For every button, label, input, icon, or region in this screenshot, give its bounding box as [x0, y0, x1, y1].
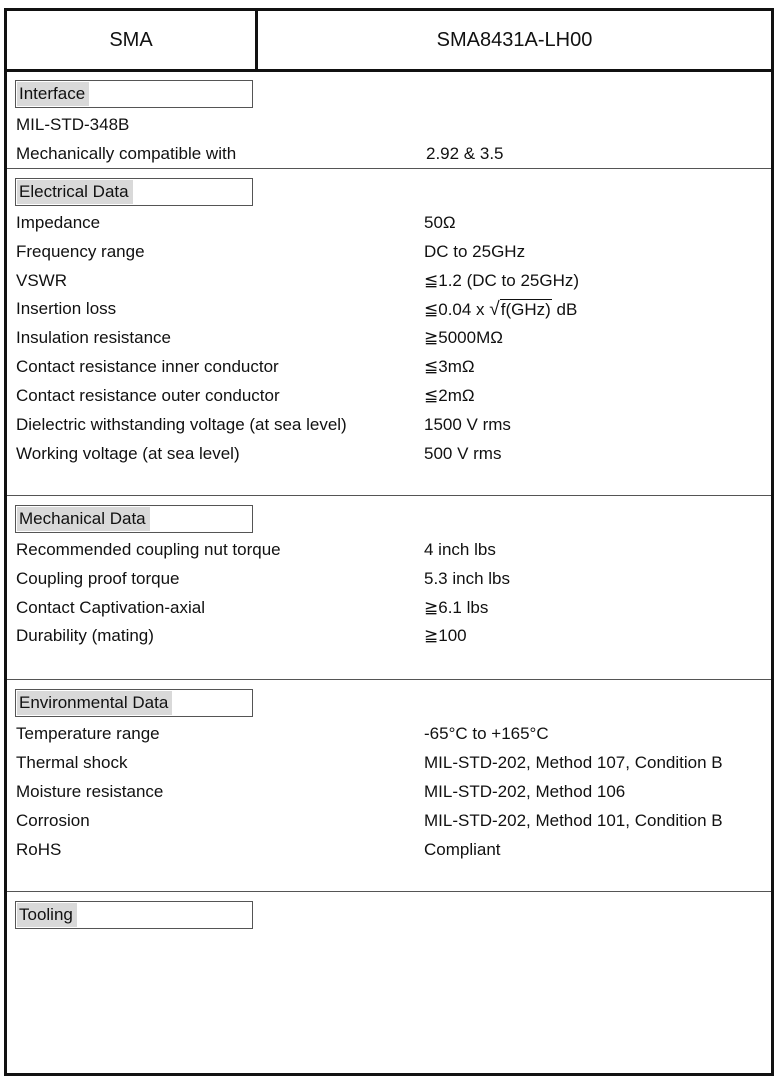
row-label: Frequency range: [16, 242, 145, 261]
section-title-mechanical: Mechanical Data: [15, 505, 253, 533]
row-label: Temperature range: [16, 724, 160, 743]
row-label: Impedance: [16, 213, 101, 232]
electrical-row: [16, 415, 765, 441]
row-label: Coupling proof torque: [16, 569, 180, 588]
section-title-tooling: Tooling: [15, 901, 253, 929]
row-value: 1500 V rms: [424, 415, 511, 434]
row-value: 500 V rms: [424, 444, 502, 463]
insertion-loss-suffix: dB: [551, 300, 578, 319]
row-value: ≦2mΩ: [424, 386, 475, 405]
row-label: Dielectric withstanding voltage (at sea level): [16, 415, 347, 434]
row-value: 2.92 & 3.5: [426, 144, 504, 163]
mechanical-row: [16, 540, 765, 566]
mechanical-row: [16, 626, 765, 652]
part-number: SMA8431A-LH00: [436, 29, 593, 51]
section-divider: [7, 495, 771, 496]
insertion-loss-prefix: ≦0.04 x: [424, 300, 485, 319]
row-label: Moisture resistance: [16, 782, 164, 801]
electrical-row: [16, 444, 765, 470]
row-value: ≦1.2 (DC to 25GHz): [424, 271, 580, 290]
environmental-row: [16, 724, 765, 750]
interface-row: [16, 144, 765, 170]
row-label: Insertion loss: [16, 299, 117, 318]
interface-standard-row: [16, 115, 765, 141]
electrical-row: [16, 357, 765, 383]
row-label: Mechanically compatible with: [16, 144, 237, 163]
row-value: Compliant: [424, 840, 501, 859]
mechanical-row: [16, 569, 765, 595]
electrical-row: [16, 271, 765, 297]
section-divider: [7, 679, 771, 680]
electrical-row: [16, 328, 765, 354]
electrical-row: [16, 242, 765, 268]
environmental-row: [16, 840, 765, 866]
row-value: 5.3 inch lbs: [424, 569, 510, 588]
row-value: ≦3mΩ: [424, 357, 475, 376]
spec-sheet-frame: [4, 8, 774, 1076]
row-value: MIL-STD-202, Method 101, Condition B: [424, 811, 723, 830]
section-title-environmental: Environmental Data: [15, 689, 253, 717]
row-value: ≧100: [424, 626, 467, 645]
spec-header: [7, 11, 771, 72]
row-value: [424, 299, 577, 321]
row-value: ≧5000MΩ: [424, 328, 503, 347]
section-title-electrical: Electrical Data: [15, 178, 253, 206]
environmental-row: [16, 753, 765, 779]
mechanical-row: [16, 598, 765, 624]
environmental-row: [16, 782, 765, 808]
series-name: SMA: [7, 11, 258, 69]
row-value: 50Ω: [424, 213, 456, 232]
row-value: -65°C to +165°C: [424, 724, 549, 743]
row-label: Recommended coupling nut torque: [16, 540, 281, 559]
row-label: Contact Captivation-axial: [16, 598, 205, 617]
row-label: VSWR: [16, 271, 67, 290]
row-value: DC to 25GHz: [424, 242, 526, 261]
row-value: ≧6.1 lbs: [424, 598, 489, 617]
electrical-row: [16, 299, 765, 325]
electrical-row: [16, 213, 765, 239]
row-label: Corrosion: [16, 811, 90, 830]
row-label: Contact resistance inner conductor: [16, 357, 279, 376]
row-label: Insulation resistance: [16, 328, 171, 347]
row-value: 4 inch lbs: [424, 540, 496, 559]
square-root-symbol: √f(GHz): [489, 299, 551, 320]
row-value: MIL-STD-202, Method 106: [424, 782, 626, 801]
section-divider: [7, 891, 771, 892]
insertion-loss-radicand: f(GHz): [500, 300, 551, 319]
row-value: MIL-STD-202, Method 107, Condition B: [424, 753, 723, 772]
row-label: Durability (mating): [16, 626, 154, 645]
section-title-interface: Interface: [15, 80, 253, 108]
section-divider: [7, 168, 771, 169]
row-label: RoHS: [16, 840, 62, 859]
row-label: Thermal shock: [16, 753, 128, 772]
row-label: Working voltage (at sea level): [16, 444, 240, 463]
interface-standard: MIL-STD-348B: [16, 115, 130, 134]
electrical-row: [16, 386, 765, 412]
row-label: Contact resistance outer conductor: [16, 386, 280, 405]
environmental-row: [16, 811, 765, 837]
